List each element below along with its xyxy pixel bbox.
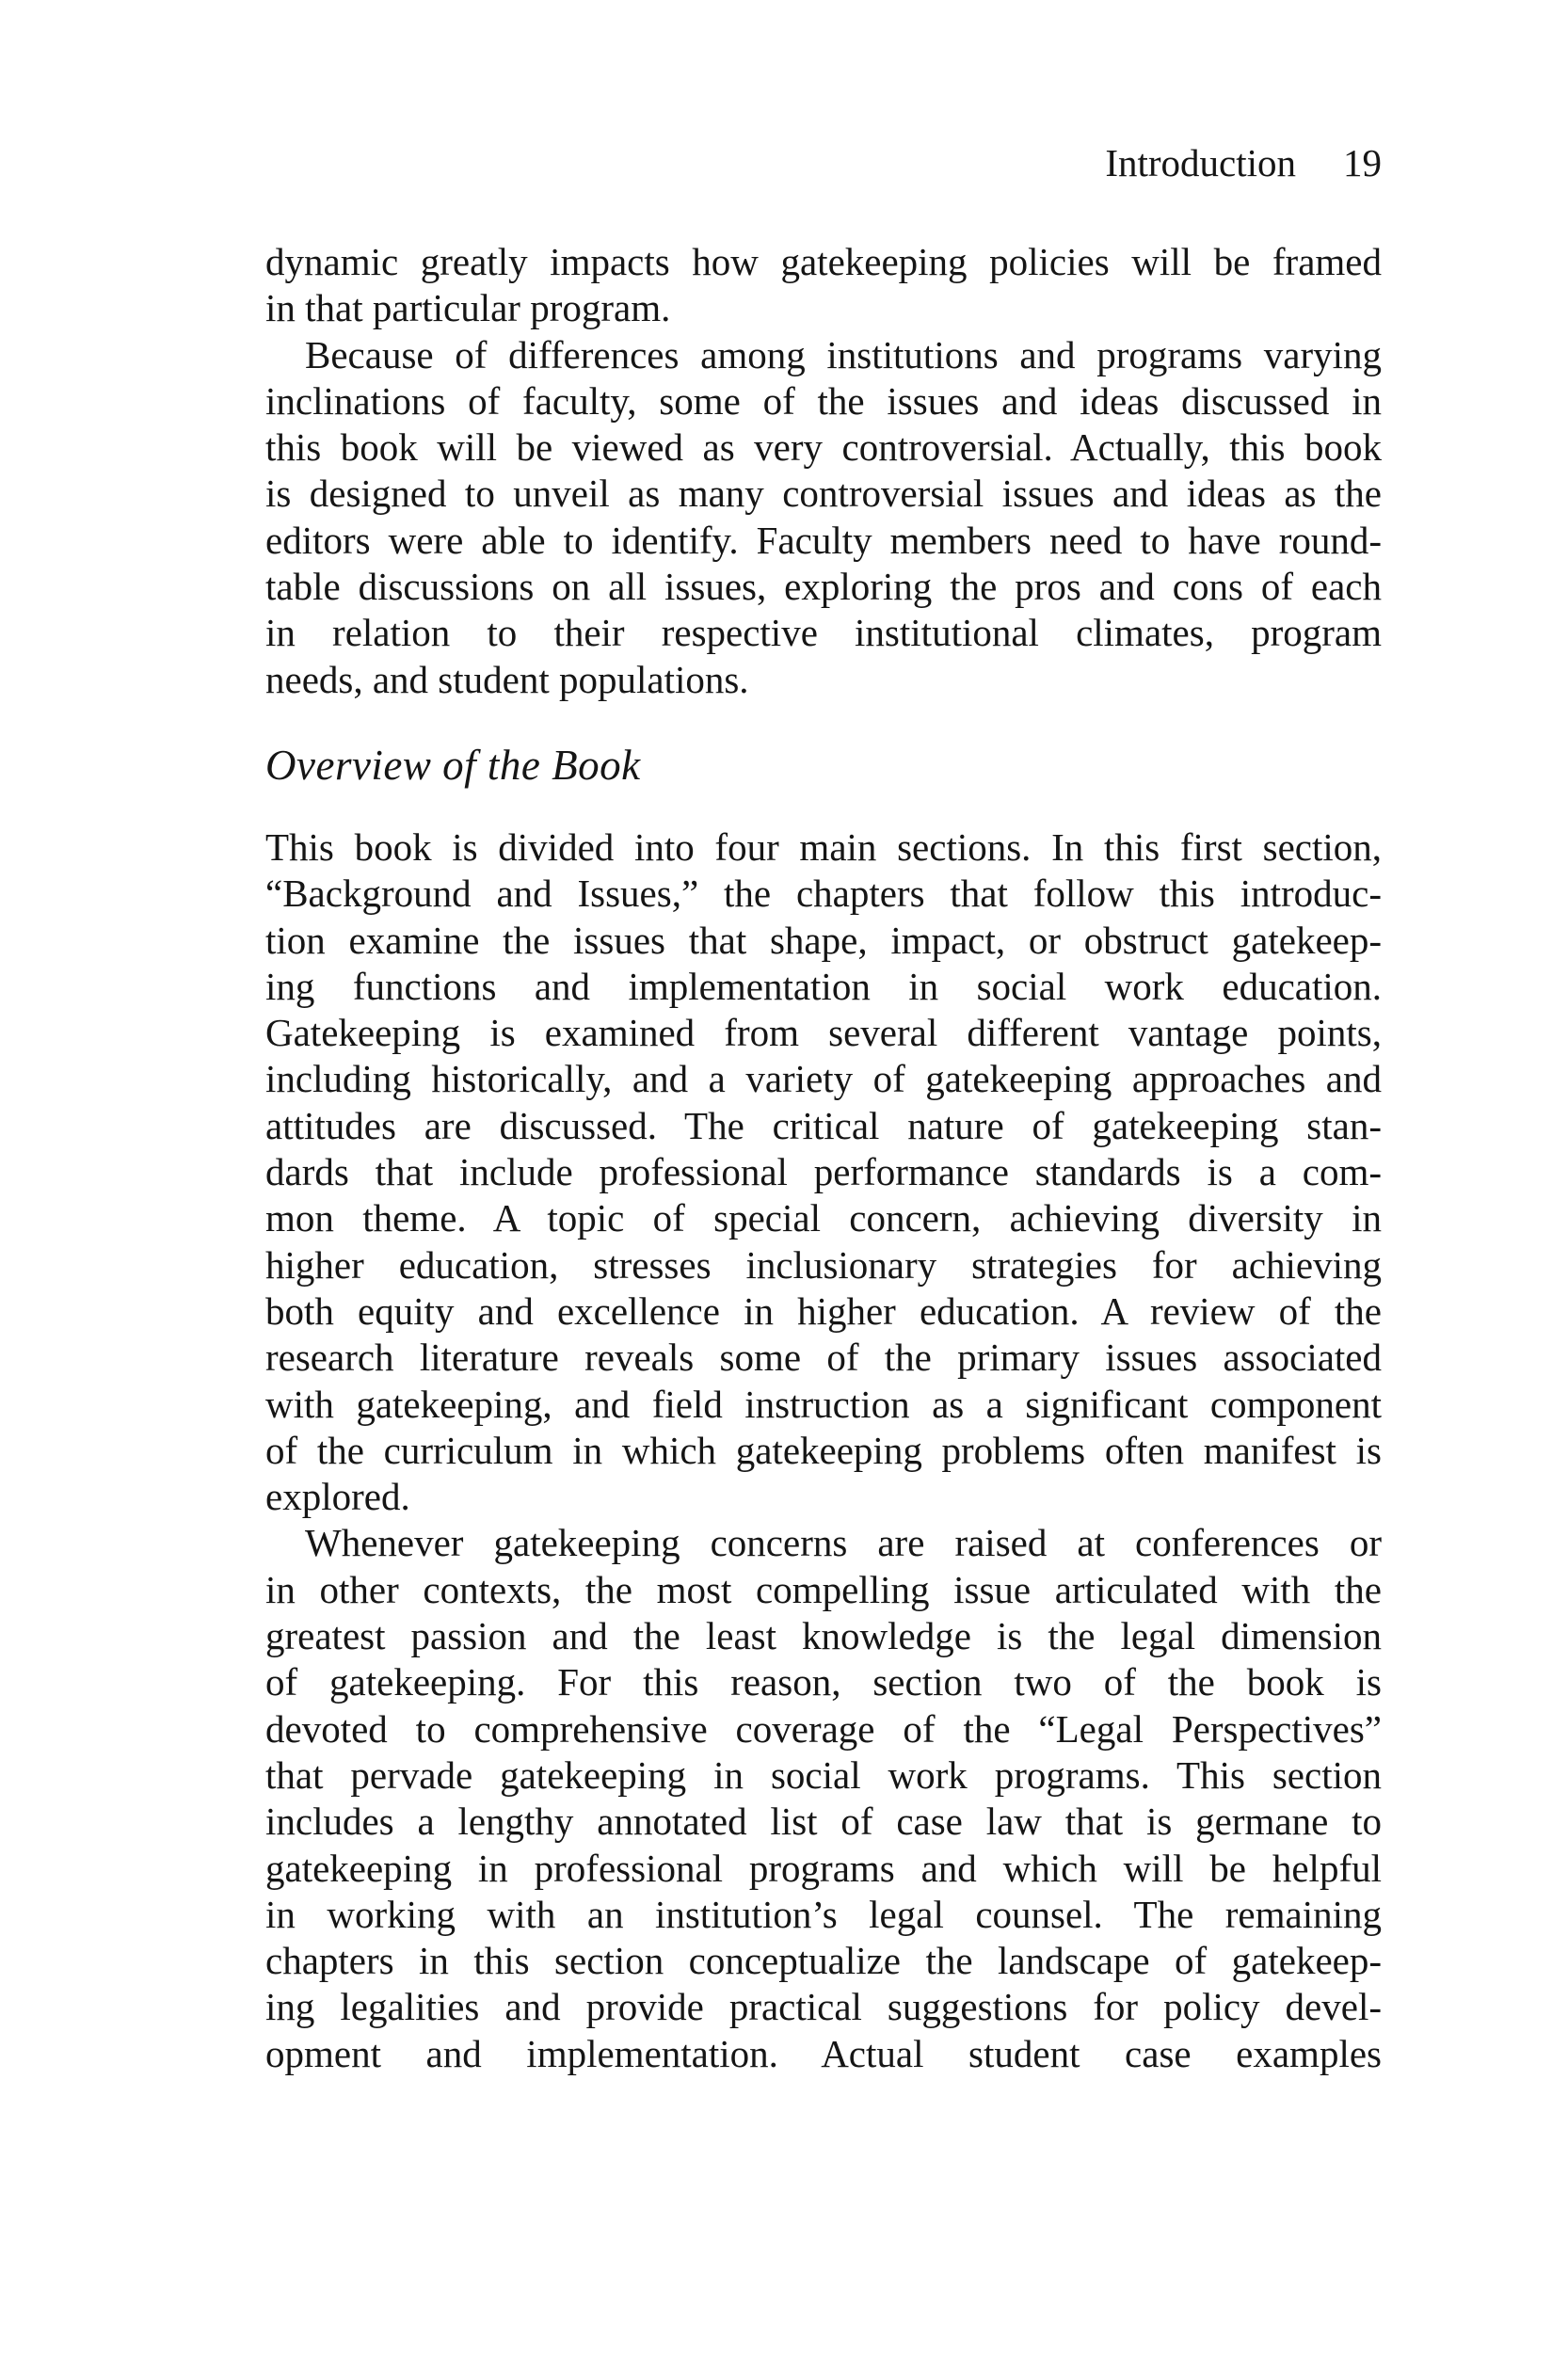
text-line: This book is divided into four main sections. In this first section, (265, 824, 1382, 869)
running-header (265, 141, 1382, 185)
text-line: explored. (265, 1475, 410, 1519)
text-line: Because of differences among institutions and programs varying (305, 332, 1382, 376)
text-line: mon theme. A topic of special concern, achieving diversity in (265, 1196, 1382, 1240)
text-line: including historically, and a variety of gatekeeping approaches and (265, 1057, 1382, 1101)
paragraph (265, 332, 1382, 703)
text-line: tion examine the issues that shape, impact, or obstruct gatekeep- (265, 918, 1382, 962)
text-line: higher education, stresses inclusionary strategies for achieving (265, 1242, 1382, 1287)
text-column (265, 239, 1382, 2077)
text-line: greatest passion and the least knowledge is the legal dimension (265, 1614, 1382, 1658)
text-line: gatekeeping in professional programs and which will be helpful (265, 1846, 1382, 1890)
text-line: Gatekeeping is examined from several different vantage points, (265, 1011, 1382, 1055)
text-line: chapters in this section conceptualize the landscape of gatekeep- (265, 1939, 1382, 1983)
paragraph (265, 824, 1382, 1520)
text-line: that pervade gatekeeping in social work programs. This section (265, 1752, 1382, 1797)
text-line: is designed to unveil as many controversial issues and ideas as the (265, 472, 1382, 516)
text-line: this book will be viewed as very controversial. Actually, this book (265, 425, 1382, 470)
text-line: of the curriculum in which gatekeeping problems often manifest is (265, 1428, 1382, 1472)
paragraph (265, 239, 1382, 332)
text-line: table discussions on all issues, exploring the pros and cons of each (265, 565, 1382, 609)
text-line: inclinations of faculty, some of the issues and ideas discussed in (265, 378, 1382, 423)
text-line: both equity and excellence in higher education. A review of the (265, 1288, 1382, 1333)
text-line: of gatekeeping. For this reason, section two of the book is (265, 1660, 1382, 1704)
text-line: dynamic greatly impacts how gatekeeping policies will be framed (265, 240, 1382, 283)
text-line: research literature reveals some of the primary issues associated (265, 1336, 1382, 1380)
page-number: 19 (1343, 141, 1382, 184)
text-line: dards that include professional performance standards is a com- (265, 1150, 1382, 1194)
text-line: ing functions and implementation in social work education. (265, 964, 1382, 1008)
text-line: devoted to comprehensive coverage of the “Legal Perspectives” (265, 1706, 1382, 1751)
text-line: opment and implementation. Actual student case examples (265, 2031, 1382, 2075)
text-line: in working with an institution’s legal counsel. The remaining (265, 1892, 1382, 1936)
text-line: in relation to their respective institutional climates, program (265, 611, 1382, 655)
text-line: editors were able to identify. Faculty members need to have round- (265, 518, 1382, 562)
text-line: with gatekeeping, and field instruction as a significant component (265, 1382, 1382, 1426)
paragraph (265, 1520, 1382, 2077)
text-line: in other contexts, the most compelling issue articulated with the (265, 1567, 1382, 1611)
text-line: in that particular program. (265, 286, 671, 330)
text-line: “Background and Issues,” the chapters that follow this introduc- (265, 872, 1382, 916)
text-line: attitudes are discussed. The critical nature of gatekeeping stan- (265, 1103, 1382, 1147)
chapter-title: Introduction (1105, 141, 1296, 184)
text-line: ing legalities and provide practical suggestions for policy devel- (265, 1985, 1382, 2029)
text-line: Whenever gatekeeping concerns are raised at conferences or (305, 1521, 1382, 1565)
text-line: needs, and student populations. (265, 657, 749, 701)
section-heading: Overview of the Book (265, 741, 641, 789)
text-line: includes a lengthy annotated list of case law that is germane to (265, 1800, 1382, 1844)
